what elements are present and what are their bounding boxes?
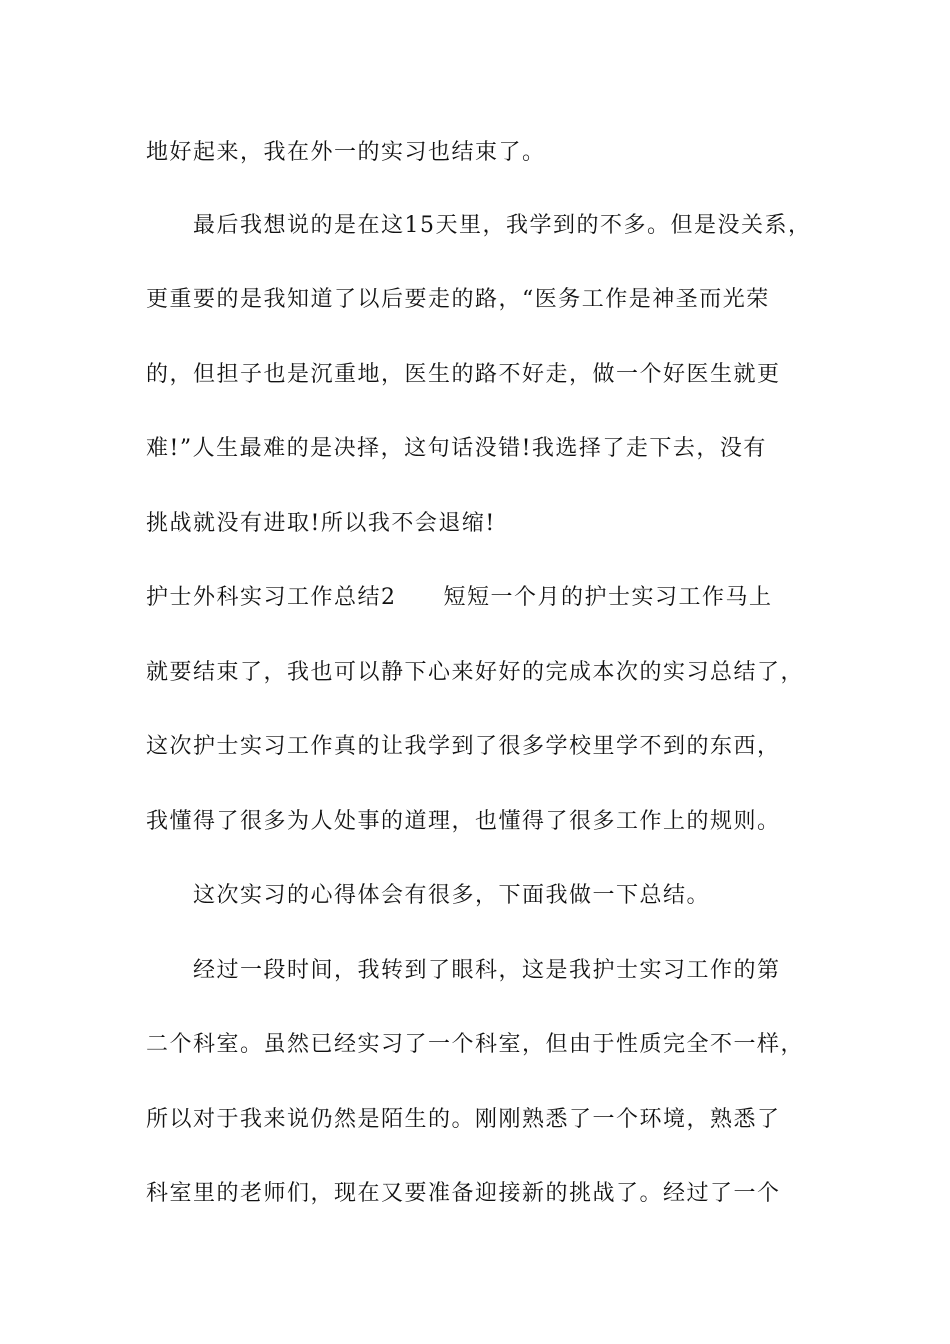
text-line: 所以对于我来说仍然是陌生的。刚刚熟悉了一个环境，熟悉了 bbox=[146, 1107, 781, 1132]
text-line: 我懂得了很多为人处事的道理，也懂得了很多工作上的规则。 bbox=[146, 809, 781, 834]
text-line: 难!”人生最难的是决择，这句话没错!我选择了走下去，没有 bbox=[146, 436, 767, 461]
text-line: 科室里的老师们，现在又要准备迎接新的挑战了。经过了一个 bbox=[146, 1181, 781, 1206]
text-line: 二个科室。虽然已经实习了一个科室，但由于性质完全不一样， bbox=[146, 1032, 805, 1057]
text-line: 最后我想说的是在这15天里，我学到的不多。但是没关系， bbox=[193, 213, 812, 238]
text-line: 挑战就没有进取!所以我不会退缩! bbox=[146, 511, 496, 536]
text-line: 这次护士实习工作真的让我学到了很多学校里学不到的东西， bbox=[146, 734, 781, 759]
text-line: 更重要的是我知道了以后要走的路，“医务工作是神圣而光荣 bbox=[146, 287, 770, 312]
text-line: 地好起来，我在外一的实习也结束了。 bbox=[146, 140, 546, 165]
text-line: 就要结束了，我也可以静下心来好好的完成本次的实习总结了， bbox=[146, 660, 805, 685]
text-line: 这次实习的心得体会有很多，下面我做一下总结。 bbox=[193, 883, 711, 908]
section-heading-line: 护士外科实习工作总结2 短短一个月的护士实习工作马上 bbox=[146, 585, 773, 610]
text-line: 的，但担子也是沉重地，医生的路不好走，做一个好医生就更 bbox=[146, 362, 781, 387]
text-line: 经过一段时间，我转到了眼科，这是我护士实习工作的第 bbox=[193, 958, 781, 983]
